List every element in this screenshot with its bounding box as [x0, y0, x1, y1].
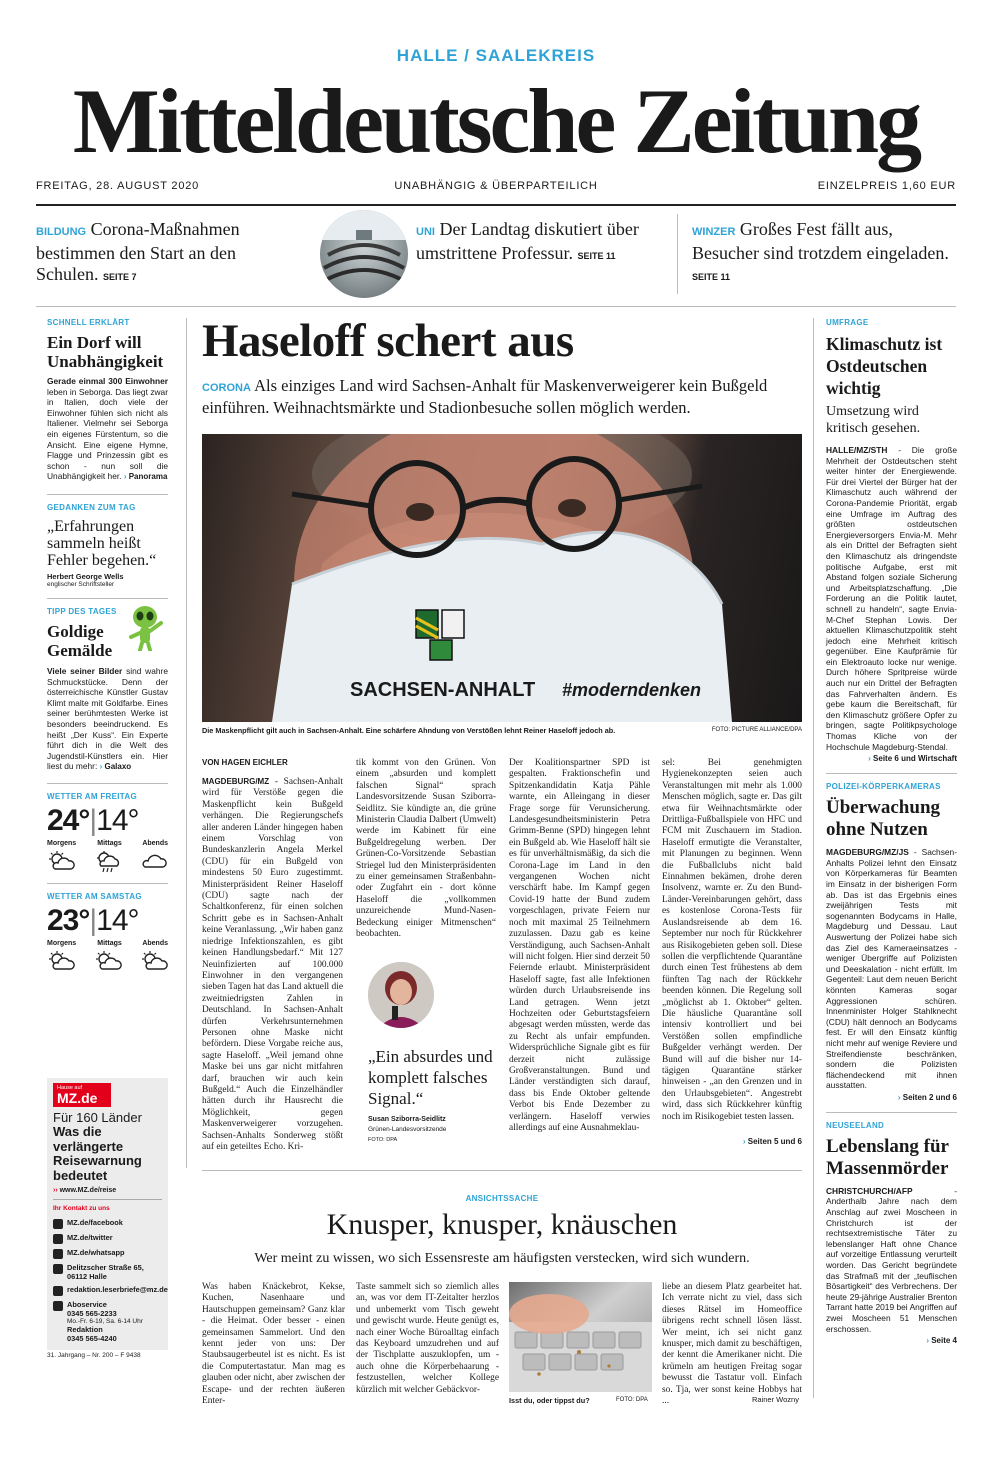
- lead-col-1: MAGDEBURG/MZ - Sachsen-Anhalt wird für Verstöße gegen die Maskenpflicht kein Bußgeld verhängen. Die Regierungschefs aller anderen Länder hingegen haben einem Vorschlag von Bundeskanzlerin Angela Merkel (CDU) für ein Bußgeld von mindestens 50 Euro zugestimmt. Ministerpräsident Reiner Haseloff (CDU) sagte nach der Schaltkonferenz, für einen solchen Schritt gebe es in Sachsen-Anhalt keine Veranlassung. „Wir haben ganz niedrige Infektionszahlen, es gibt keinen Handlungsbedarf.“ Mit 127 Neuinfizierten auf 100.000 Einwohner in den vergangenen sieben Tagen hat das Land aktuell die zweitniedrigsten Zahlen in Deutschland. In Sachsen-Anhalt dürfen Verkehrsunternehmen Personen ohne Maske nicht befördern. Diese Vorgabe reiche aus, sagte Haseloff. „Weil jemand ohne Maske bei uns gar nicht mitfahren darf, brauchen wir auch kein Bußgeld.“ Auch die Einzelhändler hätten durch ihr Hausrecht die Möglichkeit, gegen Maskenverweigerer vorzugehen. Sachsen-Anhalts Sonderweg stößt auf ein geteiltes Echo. Kri-: [202, 777, 343, 1152]
- lead-col-3: Der Koalitionspartner SPD ist gespalten. Fraktionschefin und Spitzenkandidatin Katja Pähle warnte, ein Alleingang in dieser Frage sorge für Verunsicherung. Landesgesundheitsministerin Petra Grimm-Benne (SPD) hingegen lehnt ein Bußgeld ab. Wie Haseloff hält sie es für unverhältnismäßig, da sich die Corona-Lage im Land in den vergangenen Wochen nicht verschärft habe. Im Kampf gegen Covid-19 hatte der Bund zudem vorgeschlagen, private Feiern nur noch mit maximal 25 Teilnehmern zuzulassen. Dazu gab es keine Verständigung, auch Sachsen-Anhalt will nicht folgen. Hier sind derzeit 50 Feiernde erlaubt. Ministerpräsident Haseloff sagte, fast alle Infektionen würden durch Urlaubsreisende ins Land getragen. Wenn jetzt Hochzeiten oder Geburtstagsfeiern abgesagt werden müssten, werde das zu Recht als unfair empfunden. Widersprüchliche Signale gibt es für derzeit nicht zulässige Großveranstaltungen. Bund und Länder verständigten sich darauf, dass bis Ende Oktober geltende Verbot bis Ende Dezember zu verlängern. Haseloff verwies allerdings auf eine Ausnahmeklau-: [509, 758, 650, 1133]
- contact-twitter[interactable]: MZ.de/twitter: [53, 1233, 162, 1244]
- sun-cloud-icon: [94, 951, 122, 971]
- tipp-kicker: TIPP DES TAGES: [47, 606, 117, 616]
- promo-link[interactable]: ›› www.MZ.de/reise: [53, 1187, 117, 1194]
- teaser-uni[interactable]: [416, 219, 666, 267]
- teaser-divider: [677, 214, 678, 294]
- weather-friday-temps: 24°|14°: [47, 803, 139, 837]
- weather-friday-kicker: WETTER AM FREITAG: [47, 791, 137, 801]
- right-column: [826, 318, 957, 1345]
- weather-label: Morgens: [47, 839, 77, 847]
- lead-ref[interactable]: › Seiten 5 und 6: [743, 1137, 802, 1146]
- issue-number: 31. Jahrgang – Nr. 200 – F 9438: [47, 1352, 141, 1359]
- facebook-icon: [53, 1219, 63, 1229]
- contact-address: Delitzscher Straße 65, 06112 Halle: [53, 1263, 162, 1281]
- left-divider: [47, 598, 168, 599]
- issue-date: FREITAG, 28. AUGUST 2020: [36, 180, 200, 192]
- weather-label: Abends: [142, 939, 168, 947]
- neuseeland-body: CHRISTCHURCH/AFP - Anderthalb Jahre nach dem Anschlag auf zwei Moscheen in Christchurch ist der rechtsextremistische Täter zu lebenslanger Haft ohne Chance auf vorzeitige Entlassung verurteilt worden. Das Gericht begründete das Strafmaß mit der „teuflischen Bösartigkeit“ des Verbrechens. Der heute 29-jährige Australier Brenton Tarrant hatte 2019 bei Angriffen auf zwei Moscheen 51 Menschen erschossen.: [826, 1185, 957, 1334]
- keyboard-crumbs-photo: [509, 1282, 652, 1392]
- schnell-ref[interactable]: › Panorama: [124, 472, 168, 481]
- mask-text: SACHSEN-ANHALT: [350, 679, 536, 701]
- umfrage-headline: Klimaschutz ist Ostdeutschen wichtig: [826, 334, 943, 398]
- teaser-text: Corona-Maßnahmen bestimmen den Start an den Schulen.: [36, 219, 240, 284]
- pull-quote: „Ein absurdes und komplett falsches Signal.“: [368, 1047, 493, 1108]
- teaser-kicker: BILDUNG: [36, 226, 87, 238]
- quote-author: Susan Sziborra-Seidlitz: [368, 1116, 446, 1123]
- weather-label: Abends: [142, 839, 168, 847]
- twitter-icon: [53, 1234, 63, 1244]
- gedanken-author: Herbert George Wells: [47, 571, 124, 581]
- teaser-bildung[interactable]: [36, 219, 301, 288]
- teaser-text: Großes Fest fällt aus, Besucher sind trotzdem eingeladen.: [692, 219, 949, 263]
- gedanken-quote: „Erfahrungen sammeln heißt Fehler begehen.“: [47, 517, 157, 569]
- schnell-body: Gerade einmal 300 Einwohner leben in Seborga. Das liegt zwar in Italien, doch viele der Einwohner fühlen sich nicht als Italiener. Vielmehr sei Seborga ein eigenes Fürstentum, so die Ansicht. Eine eigene Hymne, Flagge und Prinzessin gibt es schon - nun soll die Unabhängigkeit her. › Panorama: [47, 376, 168, 483]
- price: EINZELPREIS 1,60 EUR: [817, 180, 956, 192]
- mask-tag: #moderndenken: [562, 680, 702, 700]
- polizei-headline: Überwachung ohne Nutzen: [826, 797, 941, 841]
- tipp-body: Viele seiner Bilder sind wahre Schmuckstücke. Denn der österreichische Künstler Gustav Klimt malte mit Goldfarbe. Eines seiner berühmtesten Werke ist besonders beeindruckend. Es heißt „Der Kuss“. Ein Experte führt dich in die Welt des Jugendstil-Künstlers ein. Hier liest du mehr: › Galaxo: [47, 666, 168, 773]
- mz-logo: Hause auf MZ.de: [53, 1083, 111, 1107]
- phone-icon: [53, 1301, 63, 1311]
- contact-whatsapp[interactable]: MZ.de/whatsapp: [53, 1248, 162, 1259]
- promo-headline: Was die verlängerte Reisewarnung bedeutet: [53, 1124, 142, 1183]
- quote-role: Grünen-Landesvorsitzende: [368, 1126, 447, 1133]
- schnell-headline: Ein Dorf will Unabhängigkeit: [47, 333, 164, 371]
- teaser-ref: SEITE 11: [692, 272, 731, 282]
- lead-photo: [202, 434, 802, 722]
- edition-label: HALLE / SAALEKREIS: [396, 46, 596, 65]
- tipp-headline: Goldige Gemälde: [47, 621, 113, 660]
- sun-cloud-icon: [47, 951, 75, 971]
- keyboard-credit: FOTO: DPA: [616, 1397, 648, 1403]
- lead-col-2: tik kommt von den Grünen. Von einem „absurden und komplett falschen Signal“ sprach Landesvorsitzende Susan Sziborra-Seidlitz. Sie kündigte an, die grüne Ministerin Claudia Dalbert (Umwelt) werde im Kabinett für eine Bußgeldregelung werben. Der Grünen-Co-Vorsitzende Sebastian Striegel lud den Ministerpräsidenten zu einer gemeinsamen Straßenbahn- oder Zugfahrt ein - dort könne Haseloff die „vollkommen unzureichende Mund-Nasen-Bedeckung einiger Mitmenschen“ beobachten.: [356, 758, 496, 940]
- umfrage-ref[interactable]: › Seite 6 und Wirtschaft: [826, 754, 957, 763]
- alien-mascot-icon: [125, 603, 169, 651]
- right-divider: [826, 1112, 957, 1113]
- teaser-uni-photo: [320, 210, 408, 298]
- ansicht-col-1: Was haben Knäckebrot, Kekse, Kuchen, Nasenhaare und Hautschuppen gemeinsam? Ganz klar - die Heimat. Oder besser - einen gemeinsamen Sammelort. Und den kennt jeder von uns: Der Staubsaugerbeutel ist es nicht. Es ist die Computertastatur. Man mag es glauben oder nicht, aber zwischen der Escape- und der rechten äußeren Enter-: [202, 1282, 345, 1407]
- sun-cloud-icon: [47, 851, 75, 871]
- ansicht-headline: Knusper, knusper, knäuschen: [326, 1208, 678, 1241]
- schnell-kicker: SCHNELL ERKLÄRT: [47, 318, 130, 327]
- teaser-kicker: UNI: [416, 226, 435, 238]
- portrait-photo: [368, 962, 434, 1028]
- polizei-ref[interactable]: › Seiten 2 und 6: [826, 1093, 957, 1102]
- contact-phone: Aboservice 0345 565-2233 Mo.-Fr. 6-19, Sa. 6-14 Uhr Redaktion 0345 565-4240: [53, 1300, 162, 1343]
- byline: VON HAGEN EICHLER: [202, 758, 288, 767]
- umfrage-sub: Umsetzung wird kritisch gesehen.: [826, 404, 921, 436]
- teaser-rule: [36, 306, 956, 307]
- weather-label: Mittags: [97, 939, 122, 947]
- right-divider: [826, 773, 957, 774]
- lead-photo-credit: FOTO: PICTURE ALLIANCE/DPA: [711, 727, 802, 733]
- umfrage-kicker: UMFRAGE: [826, 318, 869, 327]
- weather-saturday-kicker: WETTER AM SAMSTAG: [47, 891, 142, 901]
- umfrage-body: HALLE/MZ/STH - Die große Mehrheit der Ostdeutschen steht weiter hinter der Energiewende. Für drei Viertel der Bürger hat der Klimaschutz auch während der Corona-Pandemie Priorität, ergab eine Umfrage im Auftrag des größten ostdeutschen Energieversorgers Envia-M. Mehr als ein Drittel der Befragten sieht den Klimaschutz als dringendste politische Aufgabe, erst mit Abstand folgen soziale Sicherung und Arbeitsplatzschaffung. „Die Forderung an die Politik lautet, schnell zu handeln“, sagte Envia-M-Chef Stephan Lowis. Der aktuellen Klimaschutzpolitik steht jedoch eine Mehrheit kritisch gegenüber. Eine Kaufprämie für ein Elektroauto locke nur wenige. Durch höhere Spritpreise würde auch nur ein Drittel der Befragten das Fahrverhalten ändern. Es gebe kaum die Bereitschaft, für den Klimaschutz größere Opfer zu bringen, sagte Politikpsychologe Thomas Kliche von der Hochschule Magdeburg-Stendal.: [826, 445, 957, 752]
- location-icon: [53, 1264, 63, 1274]
- lead-deck: CORONA Als einziges Land wird Sachsen-Anhalt für Maskenverweigerer kein Bußgeld einführen. Weihnachtsmärkte und Stadionbesuche sollen möglich werden.: [202, 376, 768, 417]
- whatsapp-icon: [53, 1249, 63, 1259]
- lead-headline: Haseloff schert aus: [202, 315, 574, 367]
- keyboard-photo: [509, 1282, 652, 1392]
- weather-label: Mittags: [97, 839, 122, 847]
- teaser-ref: SEITE 7: [103, 272, 137, 282]
- contact-email[interactable]: redaktion.leserbriefe@mz.de: [53, 1285, 162, 1296]
- lead-col-4: sel: Bei genehmigten Hygienekonzepten seien auch Veranstaltungen mit mehr als 1.000 Menschen möglich, sagte er. Das gilt etwa für Weihnachtsmärkte oder Drittliga-Fußballspiele von HFC und FCM mit Zuschauern im Stadion. Haseloff ermutigte die Veranstalter, mit Planungen zu beginnen. Wenn die Fußballclubs nicht bald Einnahmen bekämen, drohe deren Insolvenz, warnte er. Zu den Bund-Länder-Vereinbarungen gehört, dass es kostenlose Corona-Tests für Auslandsreisende ab dem 16. September nur noch für Rückkehrer aus Risikogebieten geben soll. Diese sollen die verpflichtende Quarantäne durch einen Test frühestens ab dem fünften Tag nach der Rückkehr beenden können. Die Regelung soll „möglichst ab 1. Oktober“ gelten. Die häusliche Quarantäne soll intensiv kontrolliert und bei Verstößen sollen empfindliche Bußgelder verhängt werden. Der Bund will auf die bisher nur 14-tägigen Quarantäne stärker hinweisen - „an den Grenzen und in den Urlaubsgebieten“. Angestrebt wird, dass sich Rückkehrer künftig noch im Risikogebiet testen lassen.: [662, 758, 802, 1122]
- newspaper-title: Mitteldeutsche Zeitung: [72, 70, 920, 172]
- gedanken-role: englischer Schriftsteller: [47, 580, 115, 588]
- right-column-rule: [813, 318, 814, 1398]
- contact-facebook[interactable]: MZ.de/facebook: [53, 1218, 162, 1229]
- polizei-body: MAGDEBURG/MZ/JS - Sachsen-Anhalts Polizei lehnt den Einsatz von Körperkameras für Beamten im Einsatz in der bisherigen Form ab. Das ist das Ergebnis eines zweijährigen Tests mit sogenannten Bodycams in Halle, Magdeburg und Dessau. Laut Auswertung der Polizei habe sich das Ziel des Kameraeinsatzes - weniger Übergriffe auf Polizisten und Deeskalation - nicht erfüllt. Im Gegenteil: Laut dem neuen Bericht könnten Kameras sogar Aggressionen schüren. Innenminister Holger Stahlknecht (CDU) hält dennoch an Bodycams fest. Er will den Einsatz künftig nicht mehr auf wenige Reviere und Streifendienste beschränken, sondern die Polizisten flächendeckend mit ihnen ausstatten.: [826, 847, 957, 1091]
- ansicht-rule: [202, 1170, 802, 1171]
- polizei-kicker: POLIZEI-KÖRPERKAMERAS: [826, 782, 941, 792]
- sun-cloud-icon: [140, 951, 168, 971]
- ansicht-author: Rainer Wozny: [752, 1395, 799, 1404]
- tipp-ref[interactable]: › Galaxo: [100, 762, 132, 771]
- teaser-kicker: WINZER: [692, 226, 736, 238]
- cloud-icon: [140, 851, 168, 871]
- left-column-rule: [186, 318, 187, 1168]
- quote-credit: FOTO: DPA: [368, 1137, 398, 1143]
- ansicht-kicker: ANSICHTSSACHE: [465, 1194, 539, 1203]
- neuseeland-ref[interactable]: › Seite 4: [826, 1336, 957, 1345]
- mz-promo-box[interactable]: [47, 1078, 168, 1350]
- ansicht-deck: Wer meint zu wissen, wo sich Essensreste am häufigsten verstecken, wird sich wundern.: [254, 1251, 750, 1266]
- left-divider: [47, 494, 168, 495]
- teaser-text: Der Landtag diskutiert über umstrittene Professur.: [416, 219, 639, 263]
- promo-line1: Für 160 Länder: [53, 1110, 142, 1125]
- parliament-photo: [320, 210, 408, 298]
- contact-title: Ihr Kontakt zu uns: [53, 1205, 110, 1212]
- neuseeland-headline: Lebenslang für Massenmörder: [826, 1135, 949, 1179]
- motto: UNABHÄNGIG & ÜBERPARTEILICH: [394, 180, 598, 192]
- left-divider: [47, 883, 168, 884]
- ansicht-col-3: liebe an diesem Platz gearbeitet hat. Ich verrate nicht zu viel, dass sich dieses Rätsel im Homeoffice übrigens recht schnell lösen lässt. Wer meint, ich sei nicht ganz knusper, mich damit zu beschäftigen, der kennt die Amerikaner nicht. Die krümeln am heutigen Freitag sogar bewusst die Tastatur voll. Einfach so. Tja, wer sonst keine Hobbys hat ...: [662, 1282, 802, 1407]
- teaser-winzer[interactable]: [692, 219, 956, 288]
- weather-label: Morgens: [47, 939, 77, 947]
- mail-icon: [53, 1286, 63, 1296]
- ansicht-col-2: Taste sammelt sich so ziemlich alles an, was vor dem IT-Zeitalter herzlos und unbemerkt vom Tisch geweht und gewischt wurde. Heute genügt es, nach einer Woche Büroalltag einfach das Keyboard umzudrehen und auf der Tischplatte auszuklopfen, um - auch ohne die Körperbehaarung - festzustellen, welcher Kollege kürzlich mit welcher Gebäckvor-: [356, 1282, 499, 1395]
- gedanken-kicker: GEDANKEN ZUM TAG: [47, 502, 136, 512]
- left-divider: [47, 783, 168, 784]
- quote-portrait: [368, 962, 434, 1028]
- haseloff-mask-photo: [202, 434, 802, 722]
- masthead-rule: [36, 204, 956, 206]
- teaser-ref: SEITE 11: [577, 251, 616, 261]
- weather-saturday-temps: 23°|14°: [47, 903, 139, 937]
- lead-photo-caption: Die Maskenpflicht gilt auch in Sachsen-Anhalt. Eine schärfere Ahndung von Verstößen lehnt Reiner Haseloff jedoch ab.: [202, 726, 616, 735]
- neuseeland-kicker: NEUSEELAND: [826, 1120, 885, 1130]
- rain-sun-icon: [94, 851, 122, 873]
- left-column: [47, 318, 168, 971]
- keyboard-caption: Isst du, oder tippst du?: [509, 1396, 590, 1405]
